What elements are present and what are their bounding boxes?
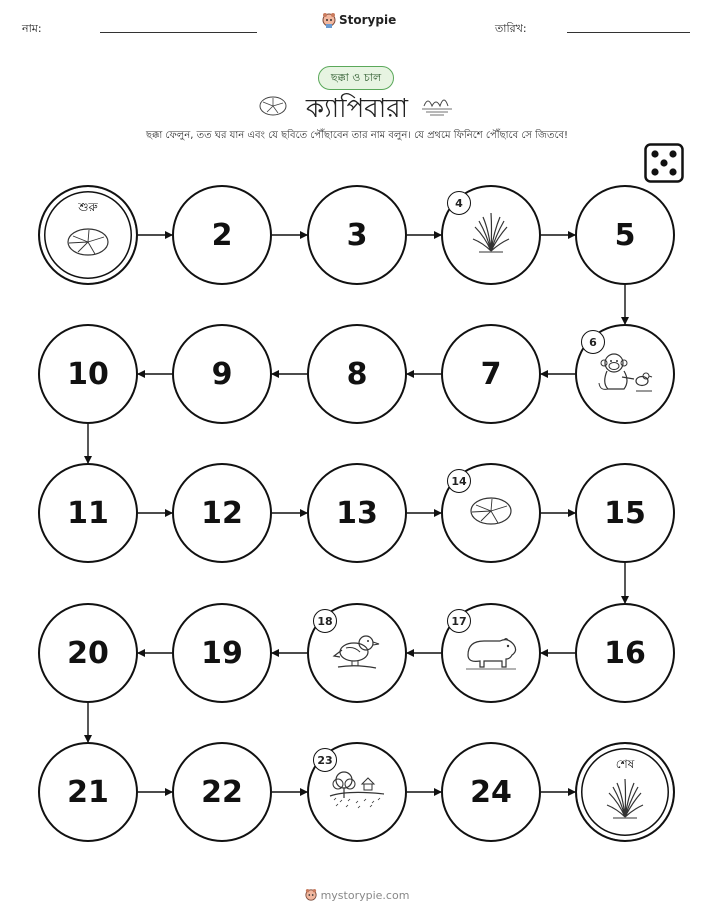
board-cell-12 xyxy=(172,463,272,563)
board-cell-3 xyxy=(307,185,407,285)
cell-number: 13 xyxy=(336,495,378,531)
cell-number: 5 xyxy=(614,217,636,253)
board-cell-17 xyxy=(441,603,541,703)
finish-cell xyxy=(575,742,675,842)
cell-number: 19 xyxy=(201,635,243,671)
cell-number: 21 xyxy=(67,774,109,810)
footer-site: mystorypie.com xyxy=(320,888,410,902)
cell-number: 3 xyxy=(346,217,368,253)
cell-number: 15 xyxy=(604,495,646,531)
cell-number-badge: 4 xyxy=(447,191,471,215)
board-cell-10 xyxy=(38,324,138,424)
board-cell-4 xyxy=(441,185,541,285)
cell-number: 12 xyxy=(201,495,243,531)
cell-number-badge: 6 xyxy=(581,330,605,354)
page-title: ক্যাপিবারা xyxy=(305,94,409,124)
board-cell-9 xyxy=(172,324,272,424)
cell-number: 10 xyxy=(67,356,109,392)
board-cell-13 xyxy=(307,463,407,563)
board-cell-20 xyxy=(38,603,138,703)
grass-icon xyxy=(603,777,647,825)
cell-number-badge: 17 xyxy=(447,609,471,633)
start-cell xyxy=(38,185,138,285)
lily-pad-icon xyxy=(65,225,111,263)
cell-number: 24 xyxy=(470,774,512,810)
monkey-bird-icon xyxy=(596,349,654,399)
cell-number: 9 xyxy=(211,356,233,392)
date-label: তারিখ: xyxy=(495,22,527,35)
board-cell-7 xyxy=(441,324,541,424)
board-cell-6 xyxy=(575,324,675,424)
board-cell-15 xyxy=(575,463,675,563)
board-cell-22 xyxy=(172,742,272,842)
capybara-icon xyxy=(462,631,520,675)
grass-icon xyxy=(469,211,513,259)
storypie-mascot-icon xyxy=(305,888,317,902)
name-label: নাম: xyxy=(22,22,42,35)
cell-number: 8 xyxy=(346,356,368,392)
brand-name: Storypie xyxy=(339,13,397,27)
bird-icon xyxy=(332,630,382,676)
board-cell-11 xyxy=(38,463,138,563)
board-cell-23 xyxy=(307,742,407,842)
cell-number: 16 xyxy=(604,635,646,671)
cell-number-badge: 14 xyxy=(447,469,471,493)
landscape-icon xyxy=(328,768,386,816)
board-cell-14 xyxy=(441,463,541,563)
cell-number: 7 xyxy=(480,356,502,392)
board-cell-18 xyxy=(307,603,407,703)
game-type-tag: ছক্কা ও চাল xyxy=(318,66,394,90)
game-instructions: ছক্কা ফেলুন, তত ঘর যান এবং যে ছবিতে পৌঁছাবেন তার নাম বলুন। যে প্রথমে ফিনিশে পৌঁছাবে সে জিতবে! xyxy=(145,130,569,141)
start-label: শুরু xyxy=(78,200,98,214)
finish-label: শেষ xyxy=(615,757,635,771)
board-cell-24 xyxy=(441,742,541,842)
cell-number: 22 xyxy=(201,774,243,810)
lily-pad-icon xyxy=(468,494,514,532)
board-cell-8 xyxy=(307,324,407,424)
cell-number: 2 xyxy=(211,217,233,253)
board-cell-2 xyxy=(172,185,272,285)
board-cell-19 xyxy=(172,603,272,703)
page-footer xyxy=(0,888,714,902)
cell-number: 11 xyxy=(67,495,109,531)
board-cell-16 xyxy=(575,603,675,703)
cell-number-badge: 18 xyxy=(313,609,337,633)
board-cell-5 xyxy=(575,185,675,285)
cell-number: 20 xyxy=(67,635,109,671)
board-cell-21 xyxy=(38,742,138,842)
cell-number-badge: 23 xyxy=(313,748,337,772)
